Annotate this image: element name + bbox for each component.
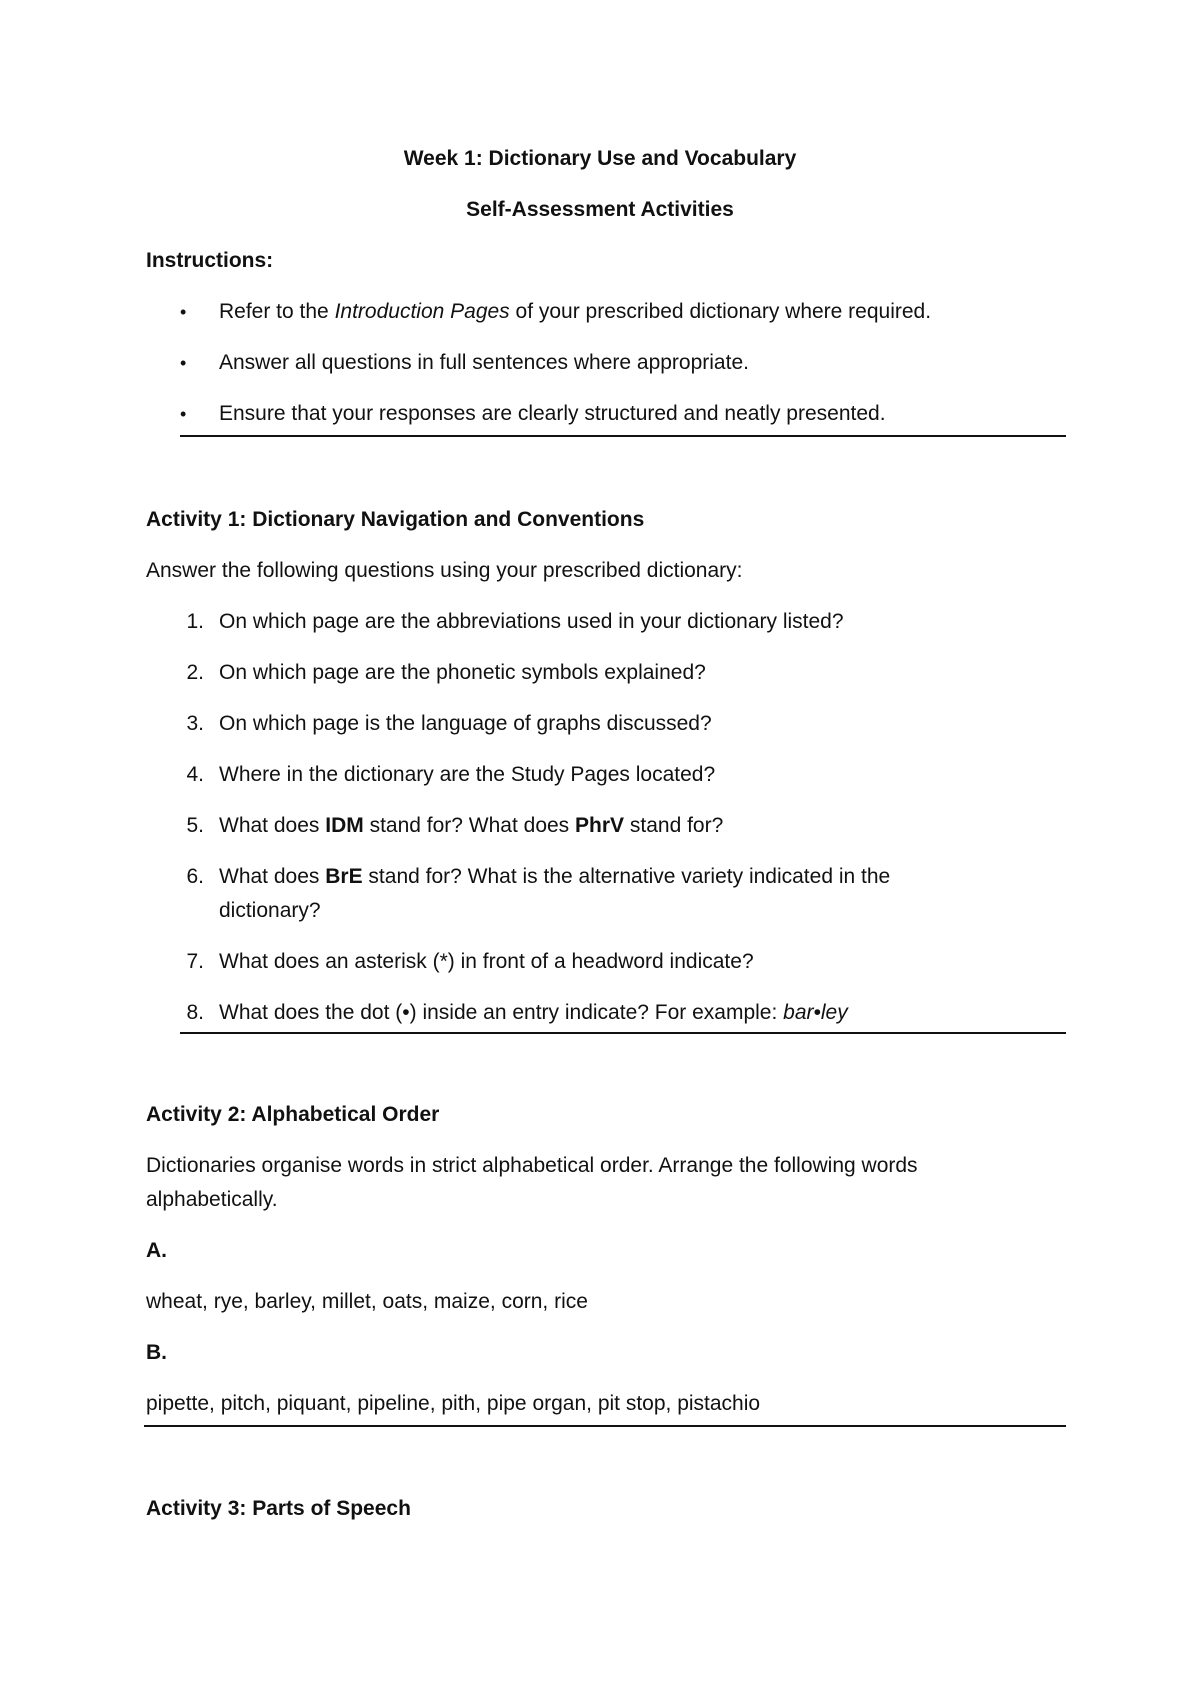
page-title: Week 1: Dictionary Use and Vocabulary <box>403 147 797 170</box>
bullet-icon: • <box>180 353 187 373</box>
question-number: 8. <box>186 1001 204 1024</box>
instruction-item: Refer to the Introduction Pages of your prescribed dictionary where required. <box>219 300 932 323</box>
bullet-icon: • <box>180 302 187 322</box>
question-number: 4. <box>186 763 204 786</box>
list-a-label: A. <box>146 1239 167 1262</box>
question-text: On which page are the phonetic symbols explained? <box>219 661 706 684</box>
activity3-heading: Activity 3: Parts of Speech <box>146 1497 411 1520</box>
list-a-words: wheat, rye, barley, millet, oats, maize, corn, rice <box>146 1290 588 1313</box>
page-subtitle: Self-Assessment Activities <box>466 198 734 221</box>
question-text: What does BrE stand for? What is the alternative variety indicated in the <box>219 865 891 888</box>
question-number: 7. <box>186 950 204 973</box>
activity2-heading: Activity 2: Alphabetical Order <box>146 1103 440 1126</box>
question-text: On which page are the abbreviations used in your dictionary listed? <box>219 610 844 633</box>
question-text: Where in the dictionary are the Study Pages located? <box>219 763 716 786</box>
section-divider <box>180 1032 1066 1034</box>
question-number: 3. <box>186 712 204 735</box>
instruction-item: Ensure that your responses are clearly structured and neatly presented. <box>219 402 886 425</box>
question-text: What does the dot (•) inside an entry indicate? For example: bar•ley <box>219 1001 848 1024</box>
section-divider <box>144 1425 1066 1427</box>
question-number: 1. <box>186 610 204 633</box>
question-text: What does IDM stand for? What does PhrV stand for? <box>219 814 724 837</box>
question-number: 2. <box>186 661 204 684</box>
activity2-intro: Dictionaries organise words in strict alphabetical order. Arrange the following words <box>146 1154 918 1177</box>
instructions-heading: Instructions: <box>146 249 274 272</box>
question-text: On which page is the language of graphs discussed? <box>219 712 712 735</box>
section-divider <box>180 435 1066 437</box>
activity1-heading: Activity 1: Dictionary Navigation and Conventions <box>146 508 645 531</box>
list-b-label: B. <box>146 1341 167 1364</box>
question-number: 5. <box>186 814 204 837</box>
bullet-icon: • <box>180 404 187 424</box>
instruction-item: Answer all questions in full sentences where appropriate. <box>219 351 749 374</box>
activity1-intro: Answer the following questions using your prescribed dictionary: <box>146 559 743 582</box>
question-text: What does an asterisk (*) in front of a headword indicate? <box>219 950 754 973</box>
list-b-words: pipette, pitch, piquant, pipeline, pith, pipe organ, pit stop, pistachio <box>146 1392 761 1415</box>
question-text-continued: dictionary? <box>219 899 321 922</box>
activity2-intro-continued: alphabetically. <box>146 1188 278 1211</box>
question-number: 6. <box>186 865 204 888</box>
